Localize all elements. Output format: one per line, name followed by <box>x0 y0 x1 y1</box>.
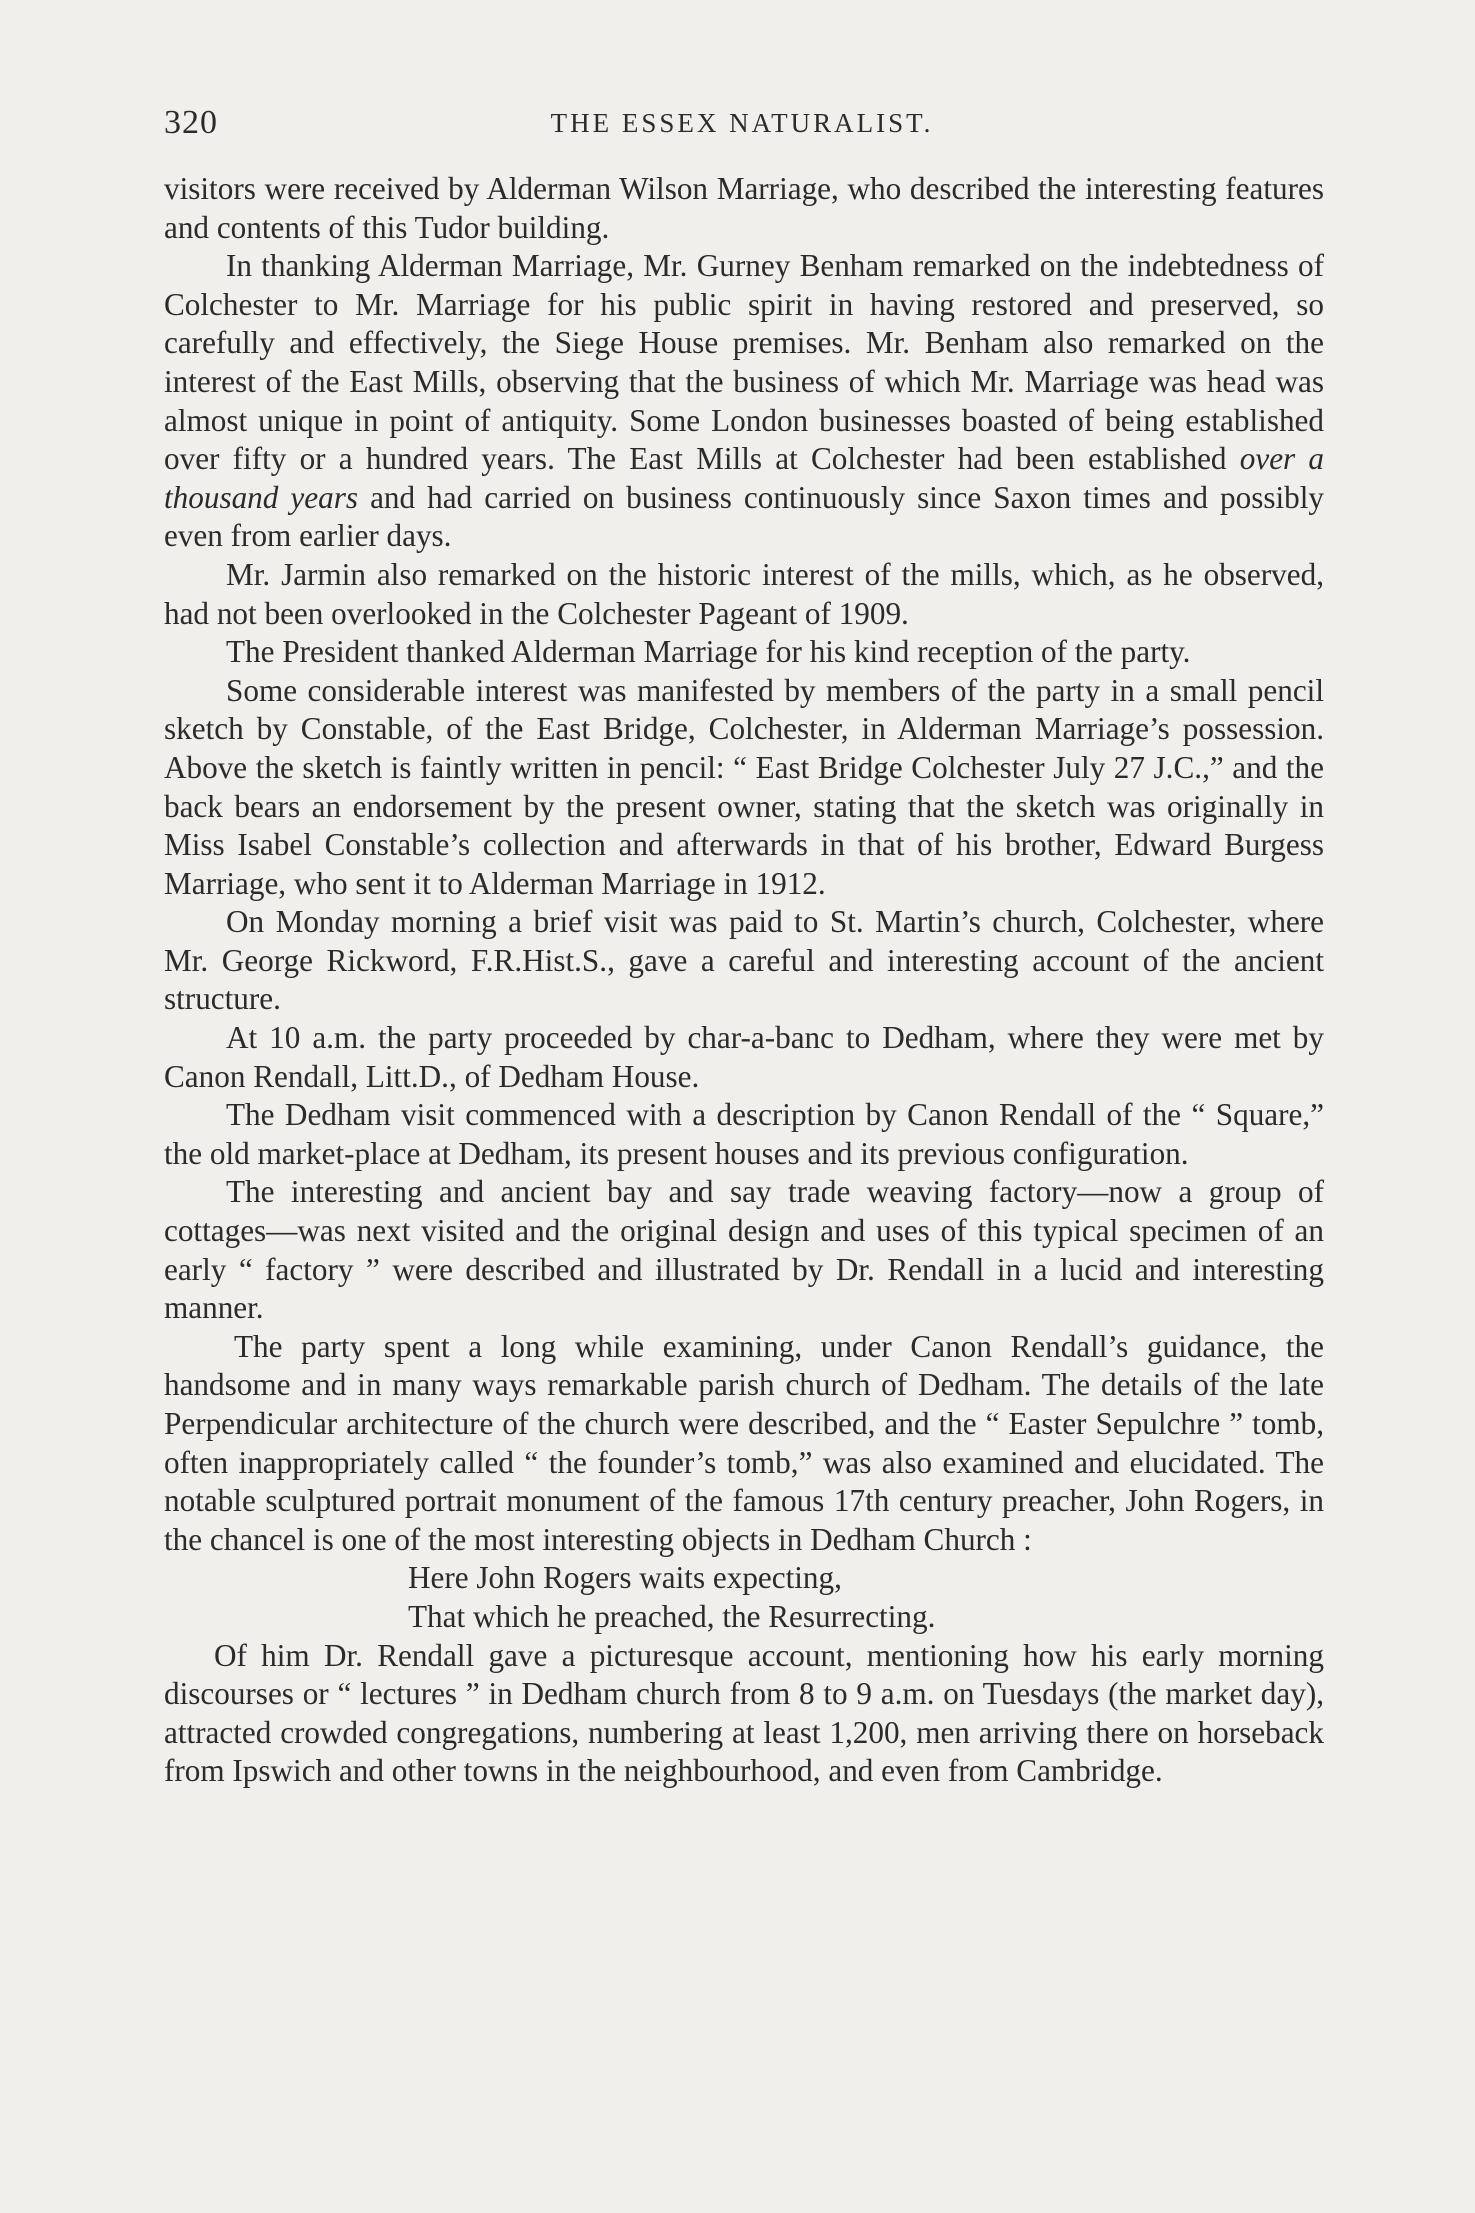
paragraph-text-continued: and had carried on business continuously since Saxon times and possibly even from earlier days. <box>164 479 1325 554</box>
paragraph: On Monday morning a brief visit was paid to St. Martin’s church, Colchester, where Mr. George Rickword, F.R.Hist.S., gave a careful and interesting account of the ancient structure. <box>164 904 1324 1017</box>
paragraph: The interesting and ancient bay and say trade weaving factory—now a group of cottages—was next visited and the original design and uses of this typical specimen of an early “ factory ” were described and illustrated by Dr. Rendall in a lucid and interesting manner. <box>164 1174 1324 1326</box>
paragraph: Some considerable interest was manifested by members of the party in a small pencil sketch by Constable, of the East Bridge, Colchester, in Alderman Marriage’s possession. Above the sketch is faintly written in pencil: “ East Bridge Colchester July 27 J.C.,” and the back bears an endorsement by the present owner, stating that the sketch was originally in Miss Isabel Constable’s collection and afterwards in that of his brother, Edward Burgess Marriage, who sent it to Alderman Marriage in 1912. <box>164 672 1324 901</box>
verse-line: That which he preached, the Resurrecting. <box>408 1598 936 1634</box>
paragraph: The party spent a long while examining, under Canon Rendall’s guidance, the handsome and in many ways remarkable parish church of Dedham. The details of the late Perpendicular architecture of the church were described, and the “ Easter Sepulchre ” tomb, often inappropriately called “ the founder’s tomb,” was also examined and elucidated. The notable sculptured portrait monument of the famous 17th century preacher, John Rogers, in the chancel is one of the most interesting objects in Dedham Church : <box>164 1328 1324 1557</box>
paragraph: Of him Dr. Rendall gave a picturesque account, mentioning how his early morning discourses or “ lectures ” in Dedham church from 8 to 9 a.m. on Tuesdays (the market day), attracted crowded congregations, numbering at least 1,200, men arriving there on horseback from Ipswich and other towns in the neighbourhood, and even from Cambridge. <box>164 1637 1324 1789</box>
body-text <box>164 170 1324 1791</box>
paragraph: The President thanked Alderman Marriage for his kind reception of the party. <box>226 634 1191 670</box>
italic-emphasis: over a thousand years <box>164 441 1325 515</box>
paragraph: The Dedham visit commenced with a description by Canon Rendall of the “ Square,” the old market-place at Dedham, its present houses and its previous configuration. <box>164 1097 1324 1171</box>
paragraph: visitors were received by Alderman Wilson Marriage, who described the interesting features and contents of this Tudor building. <box>164 171 1324 245</box>
paragraph: Mr. Jarmin also remarked on the historic interest of the mills, which, as he observed, had not been overlooked in the Colchester Pageant of 1909. <box>164 556 1324 631</box>
paragraph-text: In thanking Alderman Marriage, Mr. Gurney Benham remarked on the indebtedness of Colchester to Mr. Marriage for his public spirit in having restored and preserved, so carefully and effectively, the Siege House premises. Mr. Benham also remarked on the interest of the East Mills, observing that the business of which Mr. Marriage was head was almost unique in point of antiquity. Some London businesses boasted of being established over fifty or a hundred years. The East Mills at Colchester had been established <box>164 248 1324 477</box>
verse-quotation <box>164 1559 1324 1636</box>
paragraph: At 10 a.m. the party proceeded by char-a-banc to Dedham, where they were met by Canon Rendall, Litt.D., of Dedham House. <box>164 1020 1324 1094</box>
paragraph <box>164 247 1324 556</box>
page-number: 320 <box>164 104 218 141</box>
verse-line: Here John Rogers waits expecting, <box>408 1560 842 1596</box>
running-head <box>162 104 1322 148</box>
journal-title: THE ESSEX NATURALIST. <box>550 108 934 138</box>
